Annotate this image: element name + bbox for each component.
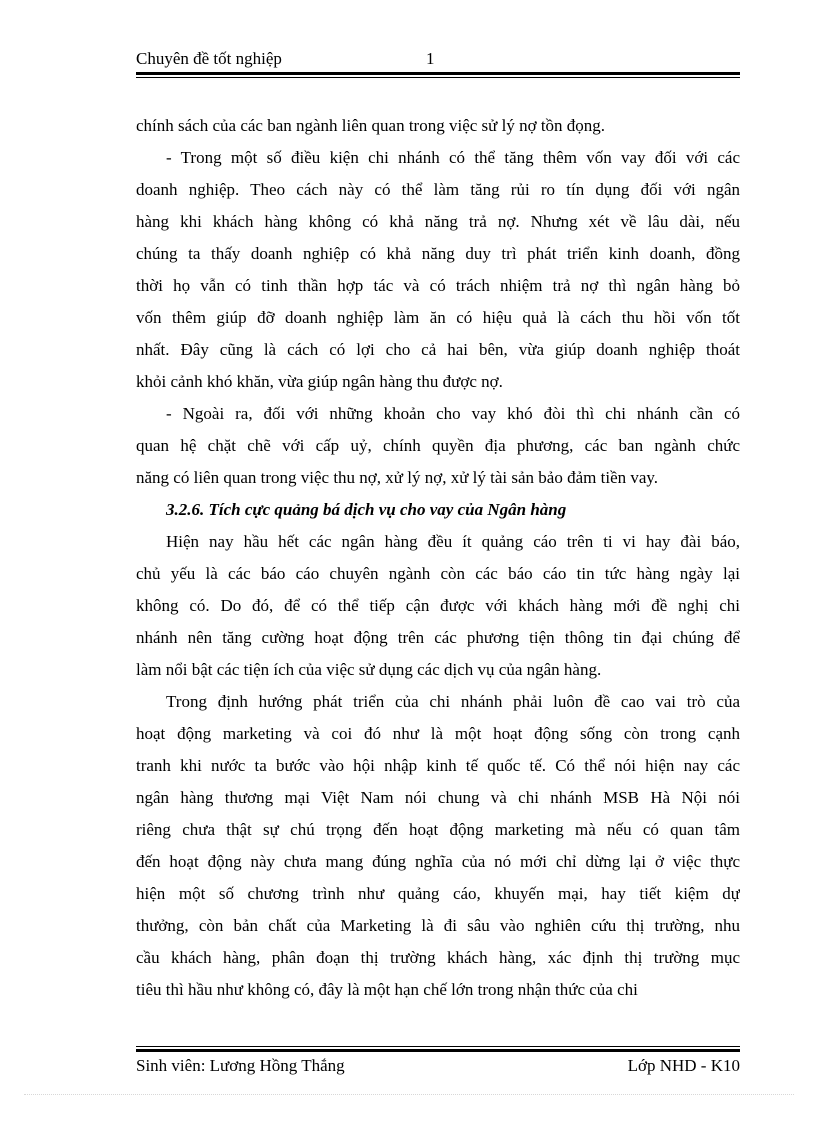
- section-heading: 3.2.6. Tích cực quảng bá dịch vụ cho vay của Ngân hàng: [166, 500, 567, 519]
- page-edge-divider: [24, 1094, 794, 1095]
- footer-student: Sinh viên: Lương Hồng Thắng: [136, 1056, 345, 1075]
- text-line: chính sách của các ban ngành liên quan trong việc sử lý nợ tồn đọng.: [136, 116, 606, 135]
- text-line: - Trong một số điều kiện chi nhánh có thể tăng thêm vốn vay đối với các: [166, 148, 740, 167]
- text-line: nhánh nên tăng cường hoạt động trên các phương tiện thông tin đại chúng để: [136, 628, 740, 647]
- page-header: [136, 48, 740, 74]
- body-text: [136, 110, 740, 1006]
- footer-rule-thin: [136, 1046, 740, 1047]
- footer-rule-thick: [136, 1049, 740, 1052]
- text-line: năng có liên quan trong việc thu nợ, xử lý nợ, xử lý tài sản bảo đảm tiền vay.: [136, 468, 659, 487]
- text-line: tranh khi nước ta bước vào hội nhập kinh tế quốc tế. Có thể nói hiện nay các: [136, 756, 740, 775]
- header-page-number: 1: [426, 49, 435, 68]
- text-line: chúng ta thấy doanh nghiệp có khả năng duy trì phát triển kinh doanh, đồng: [136, 244, 740, 263]
- text-line: đến hoạt động này chưa mang đúng nghĩa của nó mới chỉ dừng lại ở việc thực: [136, 852, 740, 871]
- text-line: khỏi cảnh khó khăn, vừa giúp ngân hàng thu được nợ.: [136, 372, 503, 391]
- text-line: nhất. Đây cũng là cách có lợi cho cả hai bên, vừa giúp doanh nghiệp thoát: [136, 340, 740, 359]
- text-line: Hiện nay hầu hết các ngân hàng đều ít quảng cáo trên ti vi hay đài báo,: [166, 532, 740, 551]
- text-line: hiện một số chương trình như quảng cáo, khuyến mại, hay tiết kiệm dự: [136, 884, 740, 903]
- text-line: riêng chưa thật sự chú trọng đến hoạt động marketing mà nếu có quan tâm: [136, 820, 740, 839]
- text-line: thời họ vẫn có tinh thần hợp tác và có trách nhiệm trả nợ thì ngân hàng bỏ: [136, 276, 740, 295]
- text-line: ngân hàng thương mại Việt Nam nói chung và chi nhánh MSB Hà Nội nói: [136, 788, 740, 807]
- text-line: chủ yếu là các báo cáo chuyên ngành còn các báo cáo tin tức hàng ngày lại: [136, 564, 740, 583]
- text-line: Trong định hướng phát triển của chi nhánh phải luôn đề cao vai trò của: [166, 692, 740, 711]
- header-rule-thin: [136, 77, 740, 78]
- text-line: thưởng, còn bản chất của Marketing là đi sâu vào nghiên cứu thị trường, nhu: [136, 916, 740, 935]
- text-line: doanh nghiệp. Theo cách này có thể làm tăng rủi ro tín dụng đối với ngân: [136, 180, 740, 199]
- text-line: tiêu thì hầu như không có, đây là một hạn chế lớn trong nhận thức của chi: [136, 980, 638, 999]
- text-line: làm nổi bật các tiện ích của việc sử dụng các dịch vụ của ngân hàng.: [136, 660, 602, 679]
- header-title: Chuyên đề tốt nghiệp: [136, 49, 282, 68]
- text-line: hoạt động marketing và coi đó như là một hoạt động sống còn trong cạnh: [136, 724, 740, 743]
- page-footer: [136, 1055, 740, 1079]
- text-line: không có. Do đó, để có thể tiếp cận được với khách hàng mới đề nghị chi: [136, 596, 740, 615]
- header-rule-thick: [136, 72, 740, 75]
- text-line: vốn thêm giúp đỡ doanh nghiệp làm ăn có hiệu quả là cách thu hồi vốn tốt: [136, 308, 740, 327]
- footer-class: Lớp NHD - K10: [627, 1056, 740, 1075]
- text-line: cầu khách hàng, phân đoạn thị trường khách hàng, xác định thị trường mục: [136, 948, 740, 967]
- text-line: - Ngoài ra, đối với những khoản cho vay khó đòi thì chi nhánh cần có: [166, 404, 740, 423]
- text-line: hàng khi khách hàng không có khả năng trả nợ. Nhưng xét về lâu dài, nếu: [136, 212, 740, 231]
- text-line: quan hệ chặt chẽ với cấp uỷ, chính quyền địa phương, các ban ngành chức: [136, 436, 740, 455]
